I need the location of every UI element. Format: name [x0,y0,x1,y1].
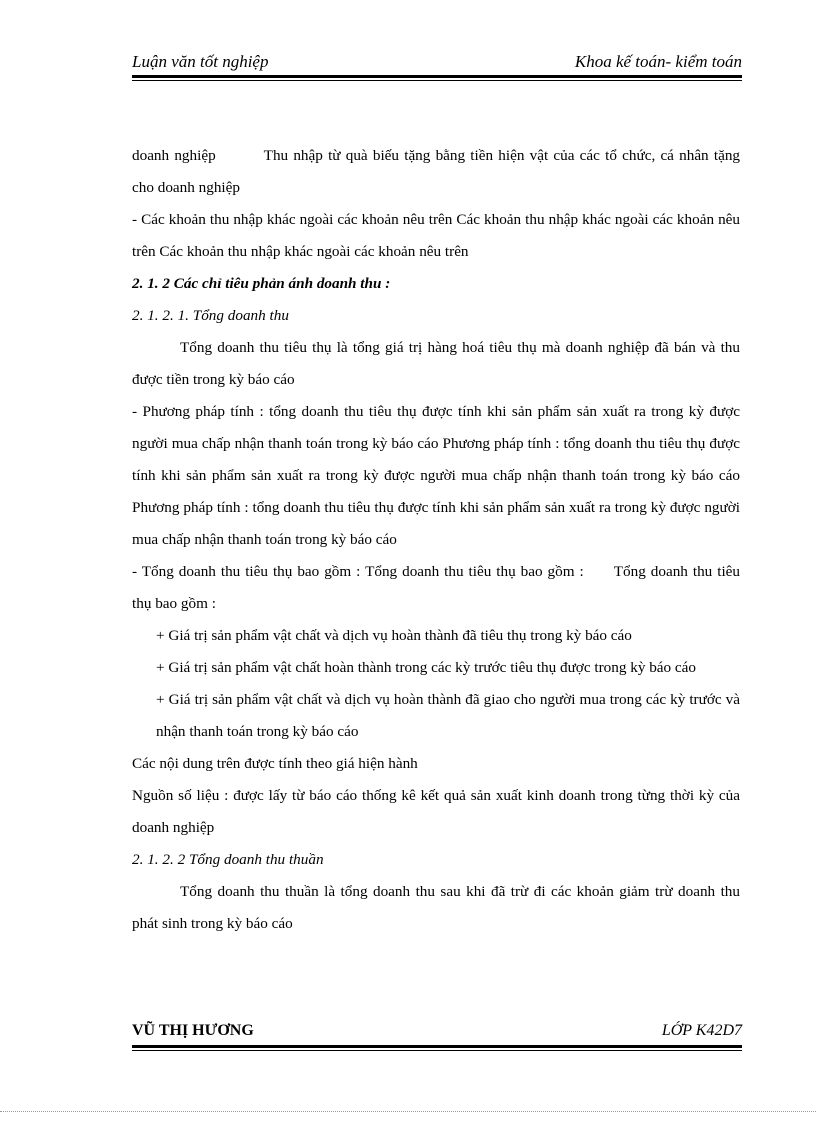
list-item: + Giá trị sản phẩm vật chất và dịch vụ hoàn thành đã giao cho người mua trong các kỳ trước và nhận thanh toán trong kỳ báo cáo [156,691,740,740]
paragraph [132,140,740,204]
paragraph-text: Tổng doanh thu tiêu thụ bao gồm : [132,563,740,612]
list-item: + Giá trị sản phẩm vật chất hoàn thành trong các kỳ trước tiêu thụ được trong kỳ báo cáo [156,659,697,676]
header-rule-thin [132,80,742,81]
footer-rule-thick [132,1045,742,1048]
section-heading: 2. 1. 2 Các chỉ tiêu phản ánh doanh thu : [132,275,391,292]
paragraph: - Các khoản thu nhập khác ngoài các khoản nêu trên Các khoản thu nhập khác ngoài các khoản nêu trên Các khoản thu nhập khác ngoài các khoản nêu trên [132,211,740,260]
paragraph: - Phương pháp tính : tổng doanh thu tiêu thụ được tính khi sản phẩm sản xuất ra trong kỳ được người mua chấp nhận thanh toán trong kỳ báo cáo Phương pháp tính : tổng doanh thu tiêu thụ được tính khi sản phẩm sản xuất ra trong kỳ được người mua chấp nhận thanh toán trong kỳ báo cáo Phương pháp tính : tổng doanh thu tiêu thụ được tính khi sản phẩm sản xuất ra trong kỳ được người mua chấp nhận thanh toán trong kỳ báo cáo [132,403,740,548]
paragraph: Tổng doanh thu thuần là tổng doanh thu sau khi đã trừ đi các khoản giảm trừ doanh thu phát sinh trong kỳ báo cáo [132,883,740,932]
page-footer [132,1022,742,1046]
paragraph-text: doanh nghiệp [132,147,216,164]
paragraph: Tổng doanh thu tiêu thụ là tổng giá trị hàng hoá tiêu thụ mà doanh nghiệp đã bán và thu được tiền trong kỳ báo cáo [132,339,740,388]
footer-author: VŨ THỊ HƯƠNG [132,1022,254,1039]
paragraph: Các nội dung trên được tính theo giá hiện hành [132,755,418,772]
page-boundary-line [0,1111,816,1112]
paragraph: Nguồn số liệu : được lấy từ báo cáo thống kê kết quả sản xuất kinh doanh trong từng thời kỳ của doanh nghiệp [132,787,740,836]
paragraph-text: Thu nhập từ quà biếu tặng bằng tiền hiện vật của các tổ chức, cá nhân tặng cho doanh nghiệp [132,147,741,196]
footer-class: LỚP K42D7 [661,1022,742,1039]
subsection-heading: 2. 1. 2. 2 Tổng doanh thu thuần [132,851,324,868]
paragraph [132,556,740,620]
subsection-heading: 2. 1. 2. 1. Tổng doanh thu [132,307,289,324]
header-faculty: Khoa kế toán- kiểm toán [574,52,742,71]
document-body [132,140,740,940]
paragraph-text: - Tổng doanh thu tiêu thụ bao gồm : Tổng doanh thu tiêu thụ bao gồm : [132,563,584,580]
page-header [132,52,742,76]
footer-rule-thin [132,1050,742,1051]
list-item: + Giá trị sản phẩm vật chất và dịch vụ hoàn thành đã tiêu thụ trong kỳ báo cáo [156,627,632,644]
header-rule-thick [132,75,742,78]
header-thesis-title: Luận văn tốt nghiệp [132,52,269,71]
